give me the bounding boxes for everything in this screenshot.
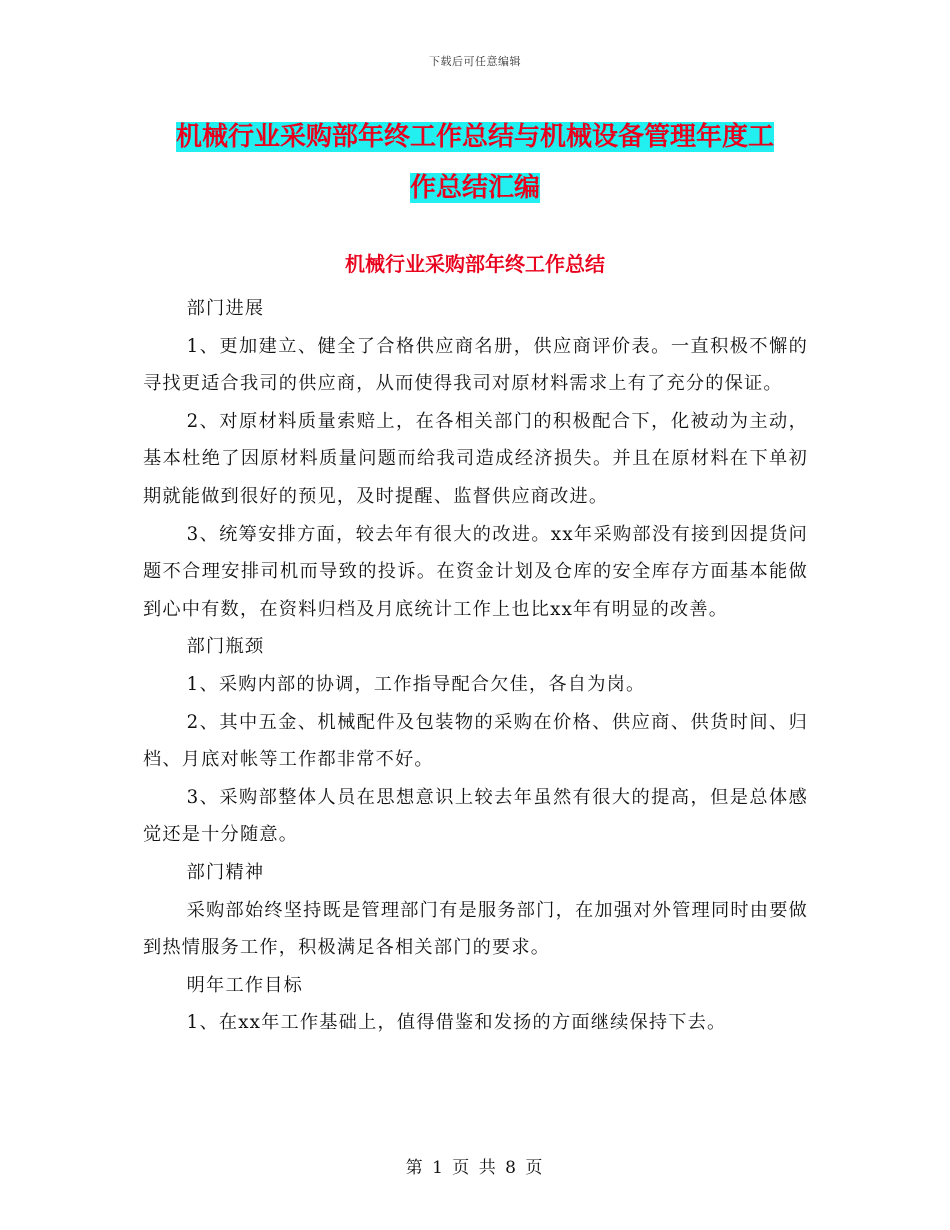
paragraph: 2、对原材料质量索赔上，在各相关部门的积极配合下，化被动为主动，基本杜绝了因原材料质量问题而给我司造成经济损失。并且在原材料在下单初期就能做到很好的预见，及时提醒、监督供应商改进。 (143, 410, 808, 507)
heading-spirit: 部门精神 (186, 861, 265, 883)
paragraph: 采购部始终坚持既是管理部门有是服务部门，在加强对外管理同时由要做到热情服务工作，积极满足各相关部门的要求。 (143, 899, 808, 959)
document-body (143, 290, 808, 1042)
paragraph: 3、统筹安排方面，较去年有很大的改进。xx年采购部没有接到因提货问题不合理安排司机而导致的投诉。在资金计划及仓库的安全库存方面基本能做到心中有数，在资料归档及月底统计工作上也比xx年有明显的改善。 (143, 523, 808, 620)
heading-bottleneck: 部门瓶颈 (186, 636, 265, 658)
heading-progress: 部门进展 (186, 298, 265, 319)
paragraph: 3、采购部整体人员在思想意识上较去年虽然有很大的提高，但是总体感觉还是十分随意。 (143, 786, 808, 846)
page-footer: 第 1 页 共 8 页 (405, 1158, 545, 1178)
document-title-line-2: 作总结汇编 (409, 173, 540, 203)
header-note: 下载后可任意编辑 (429, 55, 521, 68)
paragraph: 1、采购内部的协调，工作指导配合欠佳，各自为岗。 (186, 673, 646, 695)
paragraph: 1、更加建立、健全了合格供应商名册，供应商评价表。一直积极不懈的寻找更适合我司的供应商，从而使得我司对原材料需求上有了充分的保证。 (143, 335, 808, 395)
document-title (150, 112, 800, 214)
document-title-line-1: 机械行业采购部年终工作总结与机械设备管理年度工 (175, 122, 774, 152)
paragraph: 2、其中五金、机械配件及包装物的采购在价格、供应商、供货时间、归档、月底对帐等工作都非常不好。 (143, 711, 808, 771)
heading-goals: 明年工作目标 (186, 974, 303, 996)
paragraph: 1、在xx年工作基础上，值得借鉴和发扬的方面继续保持下去。 (186, 1012, 727, 1034)
section-title: 机械行业采购部年终工作总结 (345, 252, 605, 276)
